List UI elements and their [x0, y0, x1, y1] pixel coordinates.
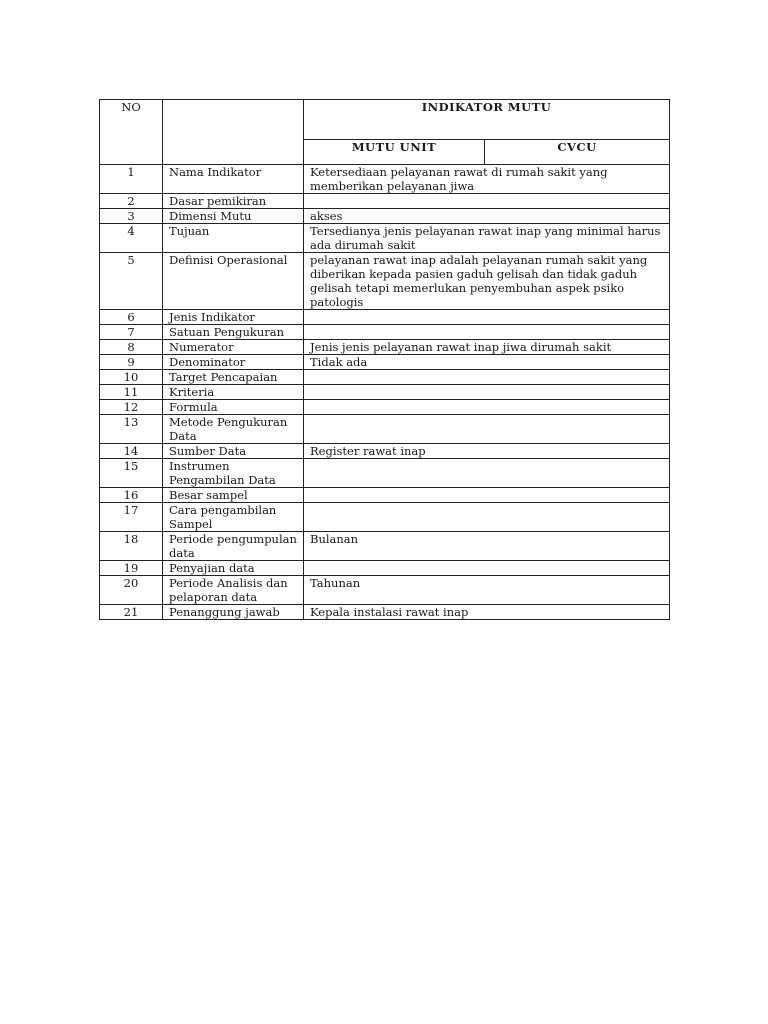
row-label: Numerator [163, 340, 304, 355]
header-cvcu: CVCU [485, 140, 670, 165]
row-number: 19 [100, 561, 163, 576]
row-value: Jenis jenis pelayanan rawat inap jiwa dirumah sakit [304, 340, 670, 355]
table-row [100, 576, 670, 605]
row-number: 18 [100, 532, 163, 561]
row-label: Penanggung jawab [163, 605, 304, 620]
row-label: Formula [163, 400, 304, 415]
row-number: 15 [100, 459, 163, 488]
row-number: 11 [100, 385, 163, 400]
row-value: Tersedianya jenis pelayanan rawat inap yang minimal harus ada dirumah sakit [304, 224, 670, 253]
row-value [304, 325, 670, 340]
row-label: Besar sampel [163, 488, 304, 503]
table-row [100, 605, 670, 620]
row-number: 8 [100, 340, 163, 355]
table-row [100, 561, 670, 576]
row-label: Kriteria [163, 385, 304, 400]
row-label: Tujuan [163, 224, 304, 253]
row-label: Periode pengumpulan data [163, 532, 304, 561]
row-value: Tidak ada [304, 355, 670, 370]
row-value [304, 385, 670, 400]
table-row [100, 340, 670, 355]
row-value: Tahunan [304, 576, 670, 605]
row-value [304, 400, 670, 415]
row-value [304, 415, 670, 444]
header-label-blank [163, 100, 304, 165]
row-value [304, 488, 670, 503]
row-label: Satuan Pengukuran [163, 325, 304, 340]
table-row [100, 224, 670, 253]
row-number: 14 [100, 444, 163, 459]
row-number: 13 [100, 415, 163, 444]
row-value: akses [304, 209, 670, 224]
row-label: Nama Indikator [163, 165, 304, 194]
table-row [100, 194, 670, 209]
table-row [100, 459, 670, 488]
table-body [100, 165, 670, 620]
table-row [100, 400, 670, 415]
header-no: NO [100, 100, 163, 165]
row-value [304, 370, 670, 385]
table-row [100, 370, 670, 385]
row-number: 4 [100, 224, 163, 253]
row-label: Periode Analisis dan pelaporan data [163, 576, 304, 605]
row-label: Target Pencapaian [163, 370, 304, 385]
row-label: Instrumen Pengambilan Data [163, 459, 304, 488]
header-mutu-unit: MUTU UNIT [304, 140, 485, 165]
indicator-table [99, 99, 670, 620]
table-row [100, 209, 670, 224]
row-value [304, 561, 670, 576]
row-value: Register rawat inap [304, 444, 670, 459]
row-number: 1 [100, 165, 163, 194]
row-label: Definisi Operasional [163, 253, 304, 310]
table-row [100, 165, 670, 194]
row-number: 5 [100, 253, 163, 310]
row-value: Kepala instalasi rawat inap [304, 605, 670, 620]
row-number: 6 [100, 310, 163, 325]
row-number: 21 [100, 605, 163, 620]
row-number: 17 [100, 503, 163, 532]
row-number: 3 [100, 209, 163, 224]
row-number: 10 [100, 370, 163, 385]
row-value [304, 503, 670, 532]
table-row [100, 532, 670, 561]
table-row [100, 488, 670, 503]
row-number: 20 [100, 576, 163, 605]
row-label: Cara pengambilan Sampel [163, 503, 304, 532]
row-label: Dasar pemikiran [163, 194, 304, 209]
row-number: 16 [100, 488, 163, 503]
row-value: Ketersediaan pelayanan rawat di rumah sakit yang memberikan pelayanan jiwa [304, 165, 670, 194]
table-row [100, 415, 670, 444]
row-label: Metode Pengukuran Data [163, 415, 304, 444]
table-row [100, 325, 670, 340]
table-row [100, 253, 670, 310]
table-row [100, 503, 670, 532]
table-row [100, 444, 670, 459]
row-value [304, 310, 670, 325]
row-value: Bulanan [304, 532, 670, 561]
table-row [100, 310, 670, 325]
row-value [304, 459, 670, 488]
row-number: 2 [100, 194, 163, 209]
row-value [304, 194, 670, 209]
row-value: pelayanan rawat inap adalah pelayanan rumah sakit yang diberikan kepada pasien gaduh gelisah dan tidak gaduh gelisah tetapi memerlukan penyembuhan aspek psiko patologis [304, 253, 670, 310]
table-row [100, 385, 670, 400]
header-indikator-mutu: INDIKATOR MUTU [304, 100, 670, 140]
row-number: 7 [100, 325, 163, 340]
row-label: Jenis Indikator [163, 310, 304, 325]
row-label: Denominator [163, 355, 304, 370]
row-label: Sumber Data [163, 444, 304, 459]
table-row [100, 355, 670, 370]
row-label: Dimensi Mutu [163, 209, 304, 224]
header-row-1 [100, 100, 670, 140]
row-number: 9 [100, 355, 163, 370]
row-number: 12 [100, 400, 163, 415]
row-label: Penyajian data [163, 561, 304, 576]
